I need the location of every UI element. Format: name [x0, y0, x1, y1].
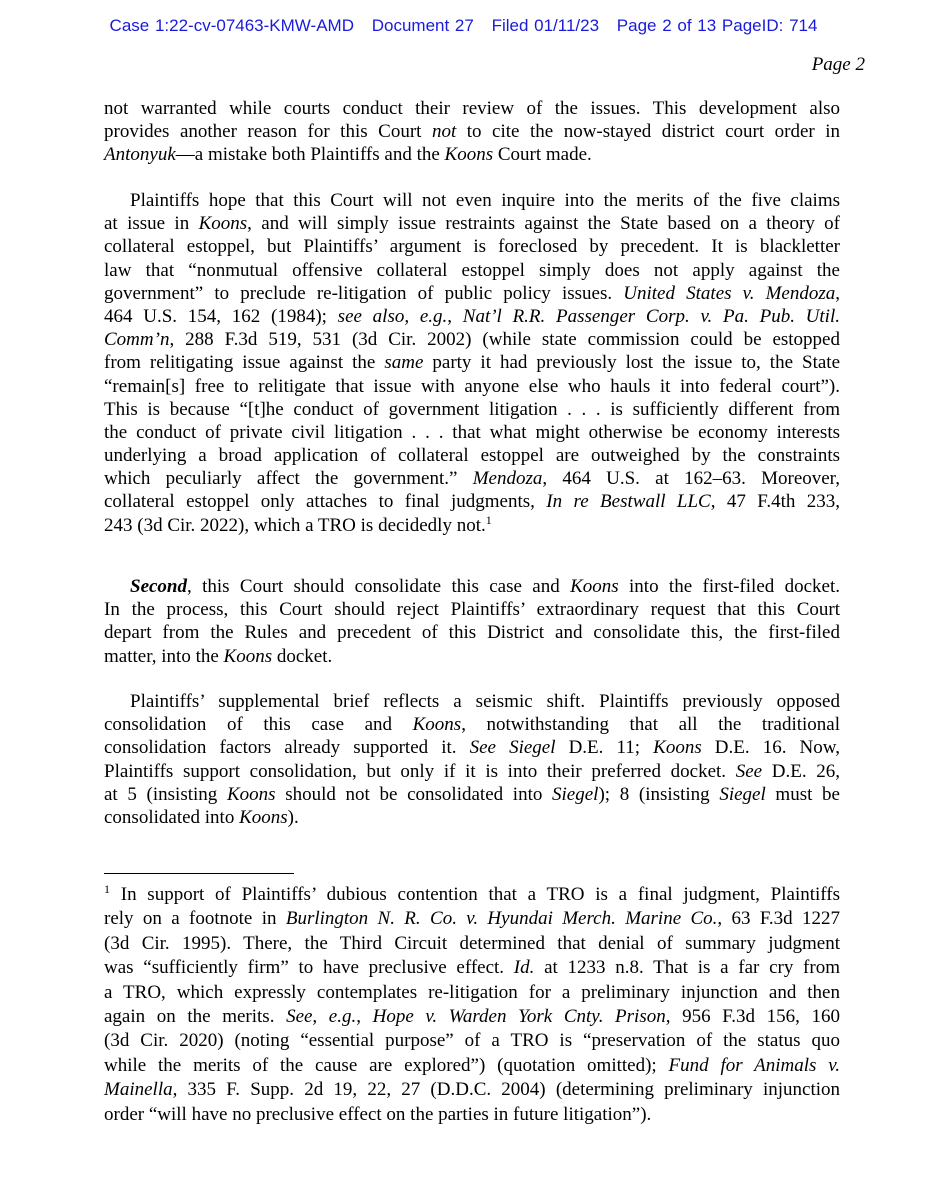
text-segment: Siegel	[552, 783, 599, 805]
paragraph	[104, 690, 840, 829]
text-segment: from relitigating issue against the	[104, 352, 385, 374]
text-line	[104, 621, 840, 644]
text-line	[104, 932, 840, 956]
text-segment: D.E. 16. Now,	[701, 737, 840, 759]
text-line	[104, 1029, 840, 1053]
text-segment: was “sufficiently firm” to have preclusive effect.	[104, 957, 514, 979]
text-segment: Koons	[570, 576, 619, 597]
text-line	[104, 1054, 840, 1078]
text-segment: see also, e.g.	[337, 305, 448, 327]
text-line	[104, 328, 840, 351]
text-segment: ,	[835, 282, 841, 304]
text-line	[104, 514, 840, 537]
text-line	[104, 259, 840, 282]
text-line	[104, 120, 840, 143]
text-line	[104, 760, 840, 783]
text-segment: not	[431, 121, 457, 143]
text-segment: 464 U.S. 154, 162 (1984);	[104, 305, 338, 327]
text-segment: the conduct of private civil litigation . . . that what might otherwise be economy interests	[104, 421, 840, 443]
text-segment: This is because “[t]he conduct of government litigation . . . is sufficiently different from	[104, 398, 840, 420]
filed-date: Filed 01/11/23	[491, 16, 600, 35]
document-number: Document 27	[371, 16, 474, 35]
text-segment: Antonyuk	[104, 144, 176, 166]
text-line	[104, 490, 840, 513]
text-segment: docket.	[272, 645, 333, 667]
text-line	[104, 143, 840, 166]
text-segment: , this Court should consolidate this case and	[187, 576, 571, 597]
text-segment: Plaintiffs’ supplemental brief reflects a seismic shift. Plaintiffs previously opposed	[130, 691, 840, 712]
text-segment: at 1233 n.8. That is a far cry from	[534, 957, 840, 979]
footnote-divider	[104, 873, 294, 874]
text-segment: rely on a footnote in	[104, 908, 286, 930]
text-segment: See, e.g.	[286, 1005, 357, 1027]
text-segment: Second	[130, 576, 187, 597]
text-line	[104, 235, 840, 258]
text-segment: United States v. Mendoza	[623, 282, 836, 304]
text-segment: should not be consolidated into	[275, 783, 553, 805]
text-segment: Mainella	[104, 1079, 173, 1101]
text-line	[104, 806, 840, 829]
text-segment: Burlington N. R. Co. v. Hyundai Merch. Marine Co.	[285, 908, 718, 930]
text-segment: consolidation factors already supported it.	[104, 737, 470, 759]
text-line	[104, 883, 840, 907]
text-segment: into the first-filed docket.	[618, 576, 840, 597]
text-segment: at 5 (insisting	[104, 783, 227, 805]
text-line	[104, 305, 840, 328]
text-line	[104, 1103, 840, 1127]
text-line	[104, 645, 840, 668]
footnote-marker: 1	[485, 512, 492, 527]
text-segment: underlying a broad application of collateral estoppel are outweighed by the constraints	[104, 445, 840, 467]
text-segment: ); 8 (insisting	[598, 783, 720, 805]
text-segment: Koons	[412, 714, 462, 736]
text-segment: provides another reason for this Court	[104, 121, 432, 143]
text-segment: (3d Cir. 2020) (noting “essential purpose” of a TRO is “preservation of the status quo	[104, 1030, 840, 1052]
text-line	[104, 907, 840, 931]
text-segment: Hope v. Warden York Cnty. Prison	[372, 1005, 666, 1027]
text-segment: , 956 F.3d 156, 160	[665, 1005, 840, 1027]
text-segment: Fund for Animals v.	[668, 1054, 840, 1076]
text-segment: while the merits of the cause are explored”) (quotation omitted);	[104, 1054, 669, 1076]
text-segment: Mendoza	[472, 468, 543, 490]
text-segment: Koons	[223, 645, 273, 667]
text-segment: See	[735, 760, 763, 782]
text-segment: ,	[447, 305, 463, 327]
page-id: Page 2 of 13 PageID: 714	[616, 16, 818, 35]
text-segment: depart from the Rules and precedent of this District and consolidate this, the first-filed	[104, 622, 840, 644]
text-segment: , 47 F.4th 233,	[710, 491, 841, 513]
footnote	[104, 883, 840, 1127]
text-segment: law that “nonmutual offensive collateral estoppel simply does not apply against the	[104, 259, 840, 281]
text-segment: See Siegel	[469, 737, 556, 759]
text-line	[104, 467, 840, 490]
text-segment: Koons	[198, 213, 248, 235]
text-line	[104, 690, 840, 713]
text-segment: party it had previously lost the issue to, the State	[423, 352, 840, 374]
text-segment: —a mistake both Plaintiffs and the	[175, 144, 445, 166]
text-segment: Koons	[239, 806, 288, 828]
text-segment: a TRO, which expressly contemplates re-litigation for a preliminary injunction and then	[104, 981, 840, 1003]
paragraph	[104, 189, 840, 537]
text-segment: matter, into the	[104, 645, 224, 667]
text-segment: collateral estoppel, but Plaintiffs’ argument is foreclosed by precedent. It is blackletter	[104, 236, 840, 258]
text-segment: Court made.	[493, 144, 592, 166]
footnote-marker: 1	[104, 882, 110, 896]
text-segment: Plaintiffs support consolidation, but only if it is into their preferred docket.	[104, 760, 736, 782]
text-segment: must be	[765, 783, 840, 805]
text-segment: D.E. 26,	[762, 760, 841, 782]
text-segment: same	[384, 352, 424, 374]
text-line	[104, 1078, 840, 1102]
text-segment: , notwithstanding that all the traditional	[461, 714, 840, 736]
text-segment: (3d Cir. 1995). There, the Third Circuit determined that denial of summary judgment	[104, 932, 840, 954]
text-segment: Plaintiffs hope that this Court will not even inquire into the merits of the five claims	[130, 190, 840, 211]
text-line	[104, 97, 840, 120]
text-line	[104, 444, 840, 467]
paragraph	[104, 575, 840, 668]
text-line	[104, 189, 840, 212]
text-line	[104, 212, 840, 235]
text-segment: Siegel	[719, 783, 766, 805]
text-segment: D.E. 11;	[555, 737, 654, 759]
text-line	[104, 421, 840, 444]
case-number: Case 1:22-cv-07463-KMW-AMD	[109, 16, 354, 35]
text-segment: Nat’l R.R. Passenger Corp. v. Pa. Pub. Util.	[462, 305, 840, 327]
text-segment: 243 (3d Cir. 2022), which a TRO is decidedly not.	[104, 514, 486, 536]
text-line	[104, 575, 840, 598]
text-line	[104, 351, 840, 374]
text-line	[104, 981, 840, 1005]
text-segment: not warranted while courts conduct their review of the issues. This development also	[104, 98, 840, 119]
text-segment: again on the merits.	[104, 1005, 287, 1027]
text-line	[104, 375, 840, 398]
text-segment: which peculiarly affect the government.”	[104, 468, 473, 490]
text-segment: In support of Plaintiffs’ dubious contention that a TRO is a final judgment, Plaintiffs	[110, 884, 840, 905]
text-line	[104, 713, 840, 736]
text-segment: collateral estoppel only attaches to final judgments,	[104, 491, 547, 513]
text-line	[104, 783, 840, 806]
text-segment: , 288 F.3d 519, 531 (3d Cir. 2002) (while state commission could be estopped	[169, 329, 840, 351]
text-segment: Koons	[226, 783, 276, 805]
text-segment: In the process, this Court should reject Plaintiffs’ extraordinary request that this Court	[104, 599, 840, 621]
text-segment: , 464 U.S. at 162–63. Moreover,	[542, 468, 840, 490]
paragraph	[104, 97, 840, 167]
text-segment: consolidated into	[104, 806, 240, 828]
text-segment: government” to preclude re-litigation of public policy issues.	[104, 282, 624, 304]
text-segment: , and will simply issue restraints against the State based on a theory of	[247, 213, 840, 235]
text-line	[104, 956, 840, 980]
ecf-header	[0, 16, 927, 36]
text-segment: In re Bestwall LLC	[546, 491, 711, 513]
text-line	[104, 398, 840, 421]
text-segment: ).	[287, 806, 299, 828]
text-segment: order “will have no preclusive effect on the parties in future litigation”).	[104, 1103, 652, 1125]
page-label: Page 2	[811, 54, 865, 75]
text-segment: , 63 F.3d 1227	[717, 908, 841, 930]
text-segment: ,	[356, 1005, 373, 1027]
text-segment: Koons	[653, 737, 702, 759]
text-line	[104, 282, 840, 305]
text-line	[104, 1005, 840, 1029]
text-segment: “remain[s] free to relitigate that issue with anyone else who hauls it into federal court”).	[104, 375, 840, 397]
text-segment: Id.	[513, 957, 535, 979]
text-line	[104, 598, 840, 621]
text-segment: to cite the now-stayed district court order in	[456, 121, 840, 143]
text-line	[104, 736, 840, 759]
text-segment: Koons	[444, 144, 494, 166]
text-segment: at issue in	[104, 213, 199, 235]
text-segment: , 335 F. Supp. 2d 19, 22, 27 (D.D.C. 2004) (determining preliminary injunction	[172, 1079, 840, 1101]
text-segment: Comm’n	[104, 329, 170, 351]
text-segment: consolidation of this case and	[104, 714, 413, 736]
